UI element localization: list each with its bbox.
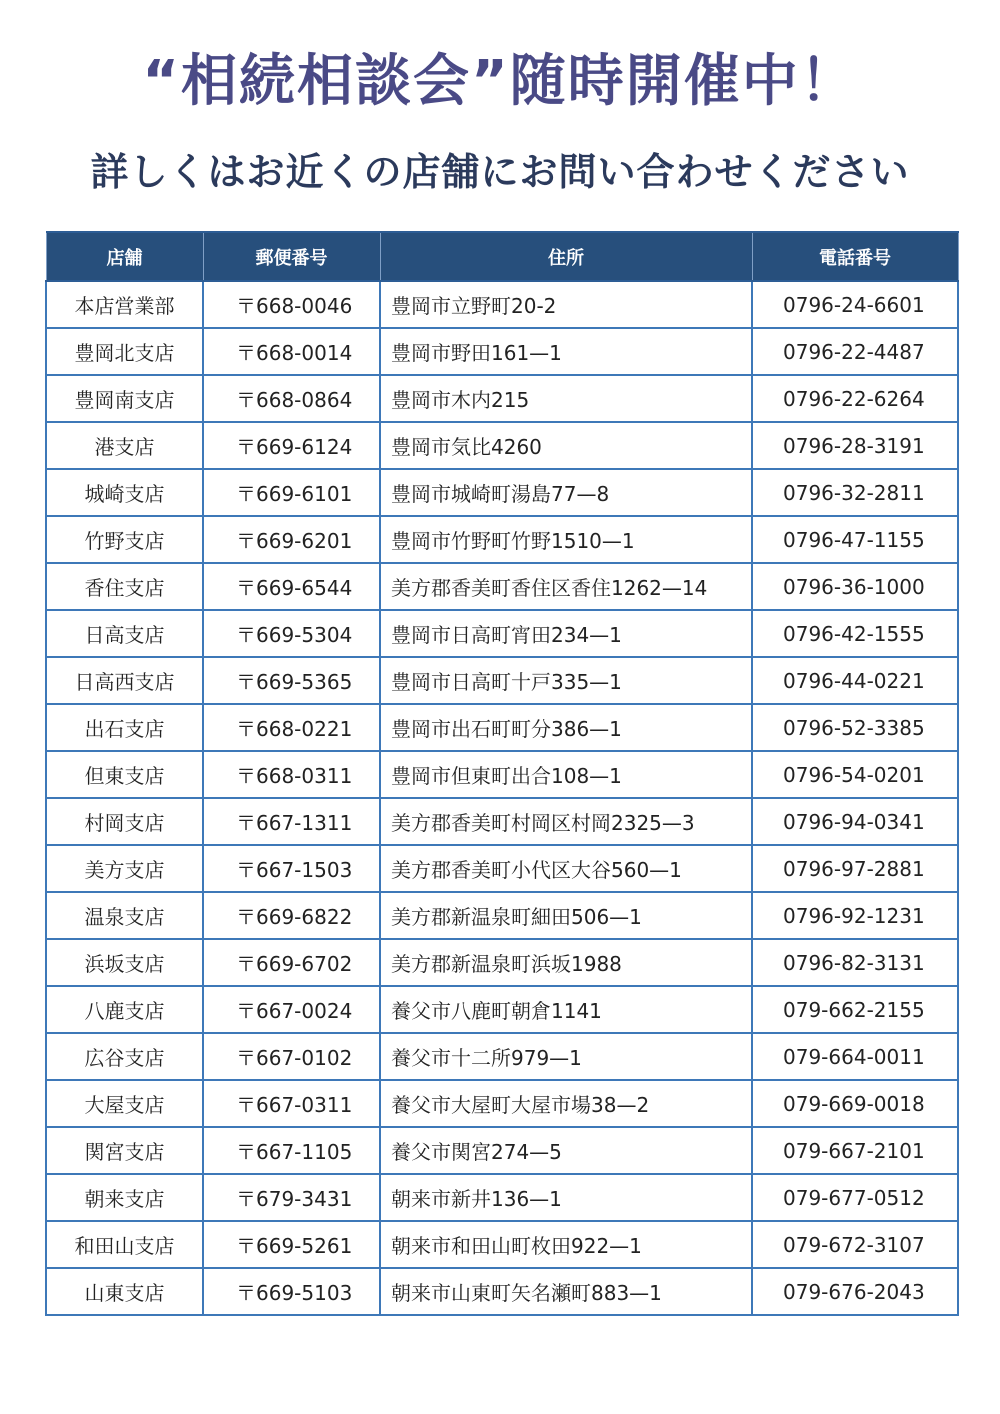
postal-code-cell: 〒669-5365 [203, 657, 380, 704]
store-name-cell: 出石支店 [46, 704, 203, 751]
phone-number-cell: 0796-54-0201 [752, 751, 958, 798]
address-cell: 豊岡市竹野町竹野1510—1 [380, 516, 752, 563]
postal-code-cell: 〒668-0046 [203, 281, 380, 328]
table-row [46, 563, 958, 610]
address-cell: 豊岡市出石町町分386—1 [380, 704, 752, 751]
address-cell: 朝来市山東町矢名瀬町883—1 [380, 1268, 752, 1315]
store-name-cell: 八鹿支店 [46, 986, 203, 1033]
table-row [46, 798, 958, 845]
table-row [46, 657, 958, 704]
table-row [46, 986, 958, 1033]
store-name-cell: 関宮支店 [46, 1127, 203, 1174]
table-row [46, 469, 958, 516]
store-name-cell: 本店営業部 [46, 281, 203, 328]
store-name-cell: 城崎支店 [46, 469, 203, 516]
header-postal-code: 郵便番号 [203, 232, 380, 281]
address-cell: 豊岡市立野町20-2 [380, 281, 752, 328]
address-cell: 朝来市新井136—1 [380, 1174, 752, 1221]
postal-code-cell: 〒669-5304 [203, 610, 380, 657]
address-cell: 豊岡市野田161—1 [380, 328, 752, 375]
table-row [46, 751, 958, 798]
table-body [46, 281, 958, 1315]
table-row [46, 422, 958, 469]
phone-number-cell: 079-662-2155 [752, 986, 958, 1033]
postal-code-cell: 〒669-6201 [203, 516, 380, 563]
address-cell: 豊岡市城崎町湯島77—8 [380, 469, 752, 516]
table-row [46, 516, 958, 563]
phone-number-cell: 0796-22-6264 [752, 375, 958, 422]
phone-number-cell: 0796-97-2881 [752, 845, 958, 892]
header-phone: 電話番号 [752, 232, 958, 281]
postal-code-cell: 〒667-0024 [203, 986, 380, 1033]
table-row [46, 610, 958, 657]
table-row [46, 704, 958, 751]
phone-number-cell: 079-664-0011 [752, 1033, 958, 1080]
table-row [46, 845, 958, 892]
phone-number-cell: 079-669-0018 [752, 1080, 958, 1127]
address-cell: 豊岡市気比4260 [380, 422, 752, 469]
postal-code-cell: 〒679-3431 [203, 1174, 380, 1221]
table-header-row [46, 232, 958, 281]
table-row [46, 281, 958, 328]
table-row [46, 1080, 958, 1127]
store-name-cell: 日高西支店 [46, 657, 203, 704]
phone-number-cell: 0796-36-1000 [752, 563, 958, 610]
postal-code-cell: 〒667-1503 [203, 845, 380, 892]
store-name-cell: 豊岡北支店 [46, 328, 203, 375]
address-cell: 養父市十二所979—1 [380, 1033, 752, 1080]
table-row [46, 892, 958, 939]
phone-number-cell: 0796-52-3385 [752, 704, 958, 751]
store-name-cell: 和田山支店 [46, 1221, 203, 1268]
postal-code-cell: 〒667-0102 [203, 1033, 380, 1080]
address-cell: 豊岡市日高町宵田234—1 [380, 610, 752, 657]
phone-number-cell: 0796-42-1555 [752, 610, 958, 657]
postal-code-cell: 〒668-0221 [203, 704, 380, 751]
store-name-cell: 大屋支店 [46, 1080, 203, 1127]
store-name-cell: 竹野支店 [46, 516, 203, 563]
table-row [46, 1033, 958, 1080]
table-row [46, 1268, 958, 1315]
page-subtitle: 詳しくはお近くの店舗にお問い合わせください [90, 150, 910, 194]
phone-number-cell: 0796-92-1231 [752, 892, 958, 939]
postal-code-cell: 〒669-6822 [203, 892, 380, 939]
phone-number-cell: 079-676-2043 [752, 1268, 958, 1315]
table-row [46, 939, 958, 986]
table-row [46, 328, 958, 375]
address-cell: 豊岡市但東町出合108—1 [380, 751, 752, 798]
phone-number-cell: 079-672-3107 [752, 1221, 958, 1268]
phone-number-cell: 0796-47-1155 [752, 516, 958, 563]
address-cell: 朝来市和田山町枚田922—1 [380, 1221, 752, 1268]
header-address: 住所 [380, 232, 752, 281]
store-name-cell: 日高支店 [46, 610, 203, 657]
address-cell: 美方郡新温泉町浜坂1988 [380, 939, 752, 986]
store-name-cell: 港支店 [46, 422, 203, 469]
address-cell: 養父市大屋町大屋市場38—2 [380, 1080, 752, 1127]
table-row [46, 1174, 958, 1221]
store-name-cell: 香住支店 [46, 563, 203, 610]
postal-code-cell: 〒667-1311 [203, 798, 380, 845]
store-name-cell: 広谷支店 [46, 1033, 203, 1080]
address-cell: 美方郡香美町小代区大谷560—1 [380, 845, 752, 892]
postal-code-cell: 〒667-1105 [203, 1127, 380, 1174]
table-row [46, 1221, 958, 1268]
phone-number-cell: 0796-82-3131 [752, 939, 958, 986]
store-name-cell: 山東支店 [46, 1268, 203, 1315]
postal-code-cell: 〒669-6702 [203, 939, 380, 986]
table-row [46, 375, 958, 422]
address-cell: 養父市関宮274—5 [380, 1127, 752, 1174]
postal-code-cell: 〒668-0311 [203, 751, 380, 798]
phone-number-cell: 079-667-2101 [752, 1127, 958, 1174]
postal-code-cell: 〒669-5103 [203, 1268, 380, 1315]
store-name-cell: 朝来支店 [46, 1174, 203, 1221]
store-name-cell: 豊岡南支店 [46, 375, 203, 422]
store-name-cell: 浜坂支店 [46, 939, 203, 986]
phone-number-cell: 079-677-0512 [752, 1174, 958, 1221]
postal-code-cell: 〒669-6544 [203, 563, 380, 610]
address-cell: 豊岡市木内215 [380, 375, 752, 422]
phone-number-cell: 0796-22-4487 [752, 328, 958, 375]
address-cell: 美方郡香美町香住区香住1262—14 [380, 563, 752, 610]
phone-number-cell: 0796-32-2811 [752, 469, 958, 516]
store-table [45, 231, 959, 1316]
store-name-cell: 但東支店 [46, 751, 203, 798]
phone-number-cell: 0796-94-0341 [752, 798, 958, 845]
page-title: “相続相談会”随時開催中！ [142, 49, 858, 114]
header-store: 店舗 [46, 232, 203, 281]
address-cell: 養父市八鹿町朝倉1141 [380, 986, 752, 1033]
phone-number-cell: 0796-24-6601 [752, 281, 958, 328]
phone-number-cell: 0796-28-3191 [752, 422, 958, 469]
store-name-cell: 村岡支店 [46, 798, 203, 845]
store-name-cell: 温泉支店 [46, 892, 203, 939]
address-cell: 美方郡新温泉町細田506—1 [380, 892, 752, 939]
postal-code-cell: 〒668-0864 [203, 375, 380, 422]
postal-code-cell: 〒668-0014 [203, 328, 380, 375]
address-cell: 美方郡香美町村岡区村岡2325—3 [380, 798, 752, 845]
postal-code-cell: 〒669-5261 [203, 1221, 380, 1268]
postal-code-cell: 〒669-6101 [203, 469, 380, 516]
address-cell: 豊岡市日高町十戸335—1 [380, 657, 752, 704]
postal-code-cell: 〒669-6124 [203, 422, 380, 469]
store-name-cell: 美方支店 [46, 845, 203, 892]
postal-code-cell: 〒667-0311 [203, 1080, 380, 1127]
table-row [46, 1127, 958, 1174]
phone-number-cell: 0796-44-0221 [752, 657, 958, 704]
